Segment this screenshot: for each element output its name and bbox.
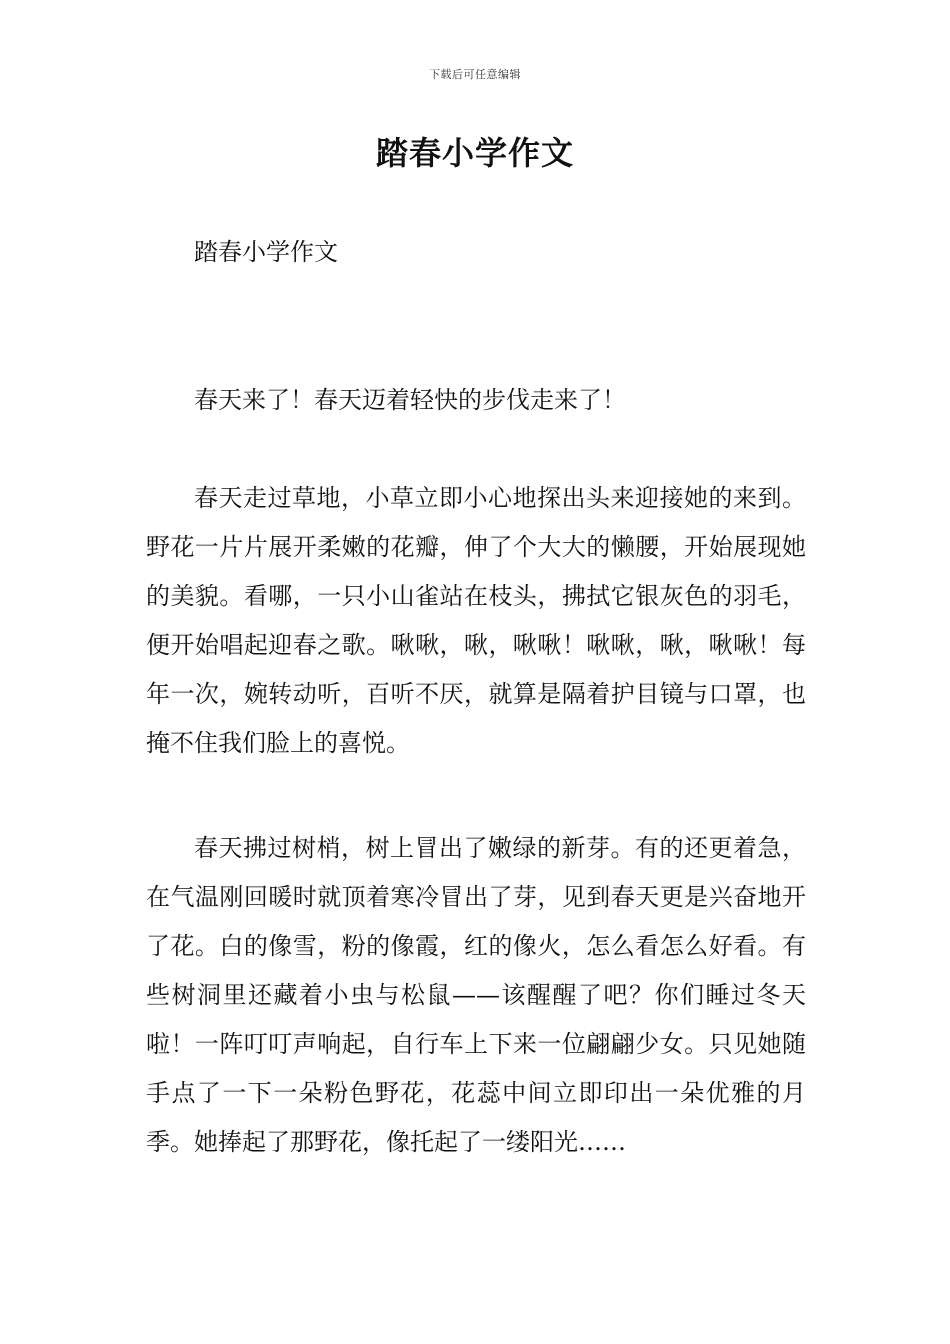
paragraph-1: 春天来了！春天迈着轻快的步伐走来了！ — [194, 386, 626, 414]
paragraph-2: 春天走过草地，小草立即小心地探出头来迎接她的来到。野花一片片展开柔嫩的花瓣，伸了个大大的懒腰，开始展现她的美貌。看哪，一只小山雀站在枝头，拂拭它银灰色的羽毛，便开始唱起迎春之歌。啾啾，啾，啾啾！啾啾，啾，啾啾！每年一次，婉转动听，百听不厌，就算是隔着护目镜与口罩，也掩不住我们脸上的喜悦。 — [146, 484, 806, 757]
document-subtitle: 踏春小学作文 — [194, 238, 338, 266]
paragraph-3: 春天拂过树梢，树上冒出了嫩绿的新芽。有的还更着急，在气温刚回暖时就顶着寒冷冒出了芽，见到春天更是兴奋地开了花。白的像雪，粉的像霞，红的像火，怎么看怎么好看。有些树洞里还藏着小虫与松鼠——该醒醒了吧？你们睡过冬天啦！一阵叮叮声响起，自行车上下来一位翩翩少女。只见她随手点了一下一朵粉色野花，花蕊中间立即印出一朵优雅的月季。她捧起了那野花，像托起了一缕阳光…… — [146, 834, 806, 1156]
header-note: 下载后可任意编辑 — [429, 68, 521, 81]
document-title: 踏春小学作文 — [375, 134, 574, 172]
